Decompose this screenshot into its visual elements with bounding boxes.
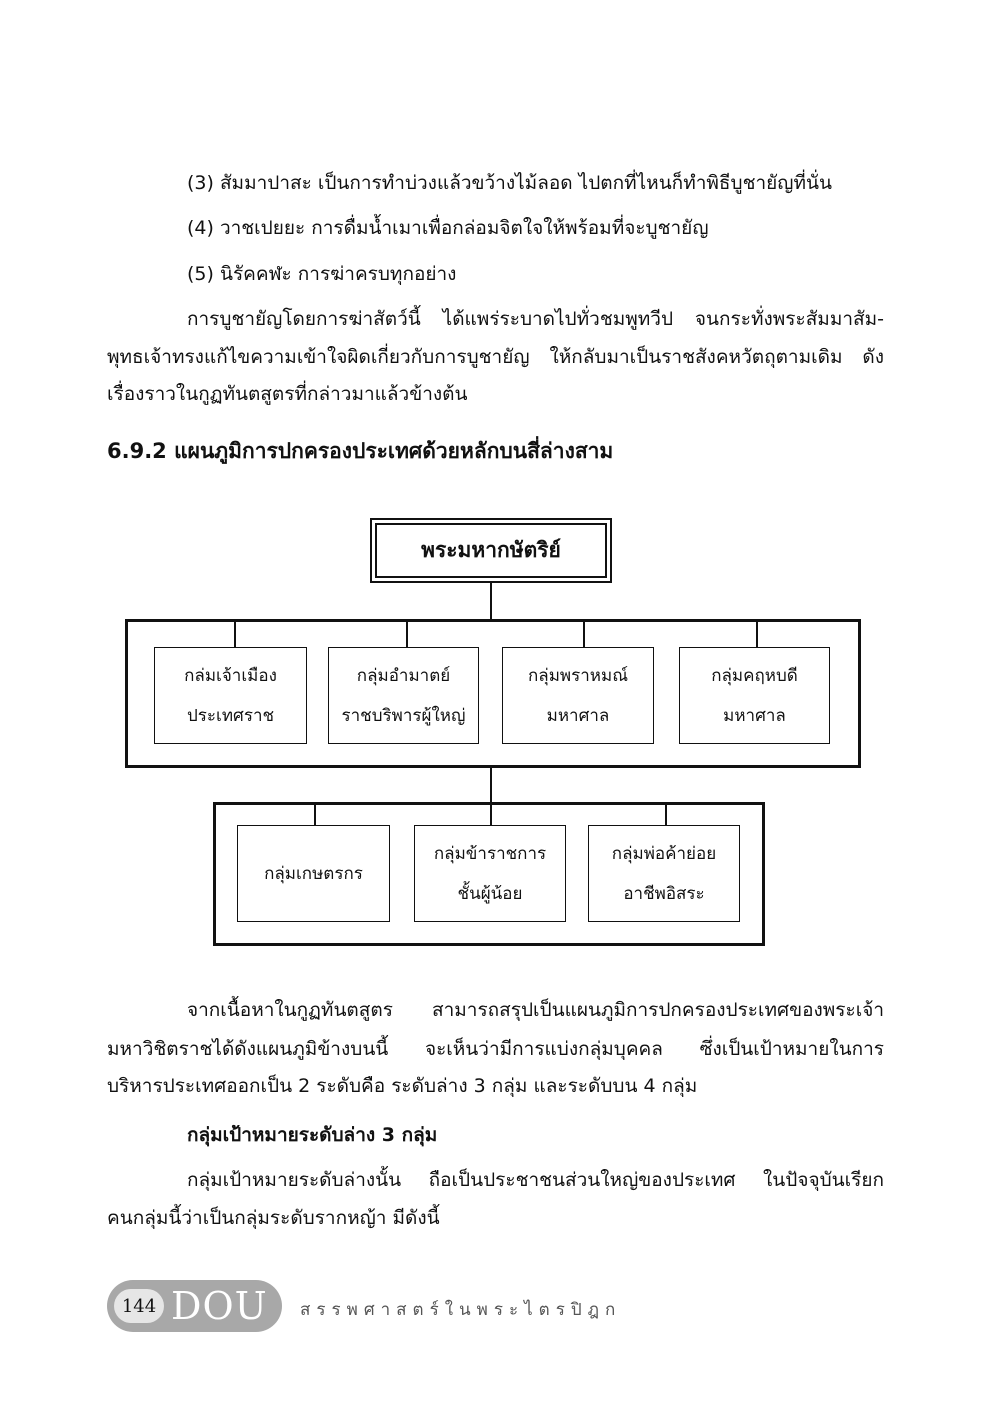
page-number: 144 [114, 1289, 164, 1323]
lower-group-1-line1: กลุ่มเกษตรกร [264, 863, 363, 884]
upper-group-4-line1: กลุ่มคฤหบดี [711, 665, 798, 686]
para3-line1: กลุ่มเป้าหมายระดับล่างนั้น ถือเป็นประชาชนส่วนใหญ่ของประเทศ ในปัจจุบันเรียก [187, 1169, 884, 1191]
connector-levels [490, 768, 492, 804]
upper-group-2-line1: กลุ่มอำมาตย์ [356, 665, 451, 686]
item-4: (4) วาชเปยยะ การดื่มน้ำเมาเพื่อกล่อมจิตใจให้พร้อมที่จะบูชายัญ [187, 217, 709, 239]
connector-upper-1 [234, 622, 236, 648]
connector-lower-2 [490, 805, 492, 826]
upper-group-2 [328, 647, 479, 744]
connector-upper-4 [756, 622, 758, 648]
upper-group-1 [154, 647, 307, 744]
book-title: สรรพศาสตร์ในพระไตรปิฎก [300, 1300, 622, 1320]
lower-group-2-line1: กลุ่มข้าราชการ [433, 843, 547, 864]
king-label: พระมหากษัตริย์ [375, 523, 607, 578]
para2-line3: บริหารประเทศออกเป็น 2 ระดับคือ ระดับล่าง 3 กลุ่ม และระดับบน 4 กลุ่ม [107, 1075, 698, 1097]
upper-group-3-line2: มหาศาล [546, 705, 610, 726]
dou-logo: DOU [171, 1284, 268, 1328]
para1-line2: พุทธเจ้าทรงแก้ไขความเข้าใจผิดเกี่ยวกับการบูชายัญ ให้กลับมาเป็นราชสังคหวัตถุตามเดิม ดัง [107, 346, 884, 368]
footer-badge [107, 1280, 282, 1332]
para3-line2: คนกลุ่มนี้ว่าเป็นกลุ่มระดับรากหญ้า มีดังนี้ [107, 1207, 440, 1229]
item-3: (3) สัมมาปาสะ เป็นการทำบ่วงแล้วขว้างไม้ลอด ไปตกที่ไหนก็ทำพิธีบูชายัญที่นั่น [187, 172, 832, 194]
para1-line1: การบูชายัญโดยการฆ่าสัตว์นี้ ได้แพร่ระบาดไปทั่วชมพูทวีป จนกระทั่งพระสัมมาสัม- [187, 308, 884, 330]
connector-king [490, 583, 492, 620]
lower-group-3-line1: กลุ่มพ่อค้าย่อย [611, 843, 717, 864]
para2-line2: มหาวิชิตราชได้ดังแผนภูมิข้างบนนี้ จะเห็นว่ามีการแบ่งกลุ่มบุคคล ซึ่งเป็นเป้าหมายในการ [107, 1038, 884, 1060]
lower-group-2 [414, 825, 566, 922]
upper-group-1-line1: กล่มเจ้าเมือง [184, 665, 277, 686]
king-box [370, 518, 612, 583]
lower-group-1 [237, 825, 390, 922]
lower-group-2-line2: ชั้นผู้น้อย [457, 883, 523, 904]
connector-lower-3 [665, 805, 667, 826]
upper-group-4 [679, 647, 830, 744]
lower-group-3 [588, 825, 740, 922]
upper-group-3 [502, 647, 654, 744]
connector-upper-2 [406, 622, 408, 648]
upper-group-2-line2: ราชบริพารผู้ใหญ่ [341, 705, 466, 726]
upper-group-4-line2: มหาศาล [723, 705, 786, 726]
connector-upper-3 [583, 622, 585, 648]
item-5: (5) นิรัคคฬะ การฆ่าครบทุกอย่าง [187, 263, 457, 285]
para2-line1: จากเนื้อหาในกูฏทันตสูตร สามารถสรุปเป็นแผนภูมิการปกครองประเทศของพระเจ้า [187, 999, 884, 1021]
lower-group-3-line2: อาชีพอิสระ [623, 883, 705, 904]
upper-group-3-line1: กลุ่มพราหมณ์ [528, 665, 628, 686]
para1-line3: เรื่องราวในกูฏทันตสูตรที่กล่าวมาแล้วข้างต้น [107, 383, 468, 405]
section-heading: 6.9.2 แผนภูมิการปกครองประเทศด้วยหลักบนสี่ล่างสาม [107, 439, 614, 463]
connector-lower-1 [314, 805, 316, 826]
subheading: กลุ่มเป้าหมายระดับล่าง 3 กลุ่ม [187, 1124, 438, 1146]
upper-group-1-line2: ประเทศราช [186, 705, 275, 726]
